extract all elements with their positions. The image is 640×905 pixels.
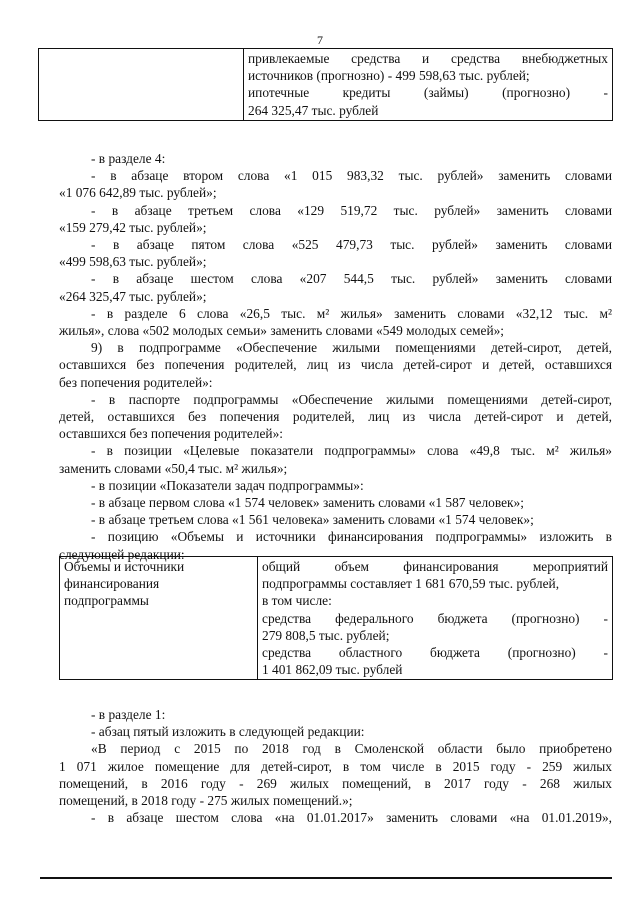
footer-rule (40, 877, 612, 879)
paragraph-line: - в абзаце шестом слова «207 544,5 тыс. рублей» заменить словами (91, 271, 612, 287)
section4-amendments (59, 150, 612, 563)
funding-table (59, 556, 613, 680)
table-line: ипотечные кредиты (займы) (прогнозно) - (248, 85, 608, 101)
paragraph-line: помещений, в 2016 году - 269 жилых помещений, в 2017 году - 268 жилых (59, 775, 612, 791)
table-line: 279 808,5 тыс. рублей; (262, 627, 390, 643)
paragraph-line: - в абзаце шестом слова «на 01.01.2017» заменить словами «на 01.01.2019», (91, 810, 612, 826)
paragraph-line: - позицию «Объемы и источники финансирования подпрограммы» изложить в (91, 529, 612, 545)
paragraph-line: жилья», слова «502 молодых семьи» заменить словами «549 молодых семей»; (59, 323, 505, 339)
paragraph-line: - в позиции «Показатели задач подпрограммы»: (91, 477, 364, 493)
table-line: 1 401 862,09 тыс. рублей (262, 662, 403, 678)
table-line: Объемы и источники (64, 559, 185, 574)
paragraph-line: 9) в подпрограмме «Обеспечение жилыми помещениями детей-сирот, детей, (91, 340, 612, 356)
table-line: источников (прогнозно) - 499 598,63 тыс. рублей; (248, 68, 530, 84)
paragraph-line: - в разделе 4: (91, 151, 166, 166)
paragraph-line: оставшихся без попечения родителей»: (59, 426, 284, 442)
table-line: средства областного бюджета (прогнозно) - (262, 645, 608, 661)
paragraph-line: «499 598,63 тыс. рублей»; (59, 254, 207, 270)
paragraph-line: заменить словами «50,4 тыс. м² жилья»; (59, 460, 288, 476)
paragraph-line: - в абзаце третьем слова «1 561 человека» заменить словами «1 574 человек»; (91, 512, 534, 528)
paragraph-line: «159 279,42 тыс. рублей»; (59, 219, 207, 235)
funding-label-cell (60, 557, 258, 680)
paragraph-line: «1 076 642,89 тыс. рублей»; (59, 185, 217, 201)
paragraph-line: - в разделе 6 слова «26,5 тыс. м² жилья» заменить словами «32,12 тыс. м² (91, 305, 612, 321)
page-number: 7 (317, 33, 323, 47)
funding-values-cell (258, 557, 613, 680)
table-line: 264 325,47 тыс. рублей (248, 102, 379, 118)
paragraph-line: - в абзаце пятом слова «525 479,73 тыс. рублей» заменить словами (91, 237, 612, 253)
paragraph-line: 1 071 жилое помещение для детей-сирот, в том числе в 2015 году - 259 жилых (59, 758, 612, 774)
table-line: подпрограммы составляет 1 681 670,59 тыс. рублей, (262, 576, 560, 592)
paragraph-line: - в позиции «Целевые показатели подпрограммы» слова «49,8 тыс. м² жилья» (91, 443, 612, 459)
table-line: подпрограммы (64, 593, 149, 609)
table-line: общий объем финансирования мероприятий (262, 559, 608, 574)
paragraph-line: помещений, в 2018 году - 275 жилых помещений.»; (59, 793, 353, 809)
paragraph-line: детей, оставшихся без попечения родителей, лиц из числа детей-сирот и детей, (59, 409, 612, 425)
paragraph-line: «264 325,47 тыс. рублей»; (59, 288, 207, 304)
paragraph-line: «В период с 2015 по 2018 год в Смоленской области было приобретено (91, 741, 612, 757)
table-line: привлекаемые средства и средства внебюджетных (248, 51, 608, 66)
continuation-table (38, 48, 613, 121)
paragraph-line: без попечения родителей»: (59, 374, 213, 390)
paragraph-line: следующей редакции: (59, 546, 185, 562)
table-line: в том числе: (262, 593, 332, 609)
table-line: средства федерального бюджета (прогнозно) - (262, 610, 608, 626)
funding-sources-cell (244, 49, 613, 121)
paragraph-line: - в паспорте подпрограммы «Обеспечение жилыми помещениями детей-сирот, (91, 391, 612, 407)
paragraph-line: - абзац пятый изложить в следующей редакции: (91, 724, 365, 740)
table-line: финансирования (64, 576, 160, 592)
paragraph-line: оставшихся без попечения родителей, лиц из числа детей-сирот и детей, оставшихся (59, 357, 612, 373)
paragraph-line: - в абзаце втором слова «1 015 983,32 тыс. рублей» заменить словами (91, 168, 612, 184)
paragraph-line: - в разделе 1: (91, 707, 166, 722)
paragraph-line: - в абзаце первом слова «1 574 человек» заменить словами «1 587 человек»; (91, 495, 524, 511)
section1-amendments (59, 706, 612, 826)
empty-left-cell (39, 49, 244, 121)
paragraph-line: - в абзаце третьем слова «129 519,72 тыс. рублей» заменить словами (91, 202, 612, 218)
